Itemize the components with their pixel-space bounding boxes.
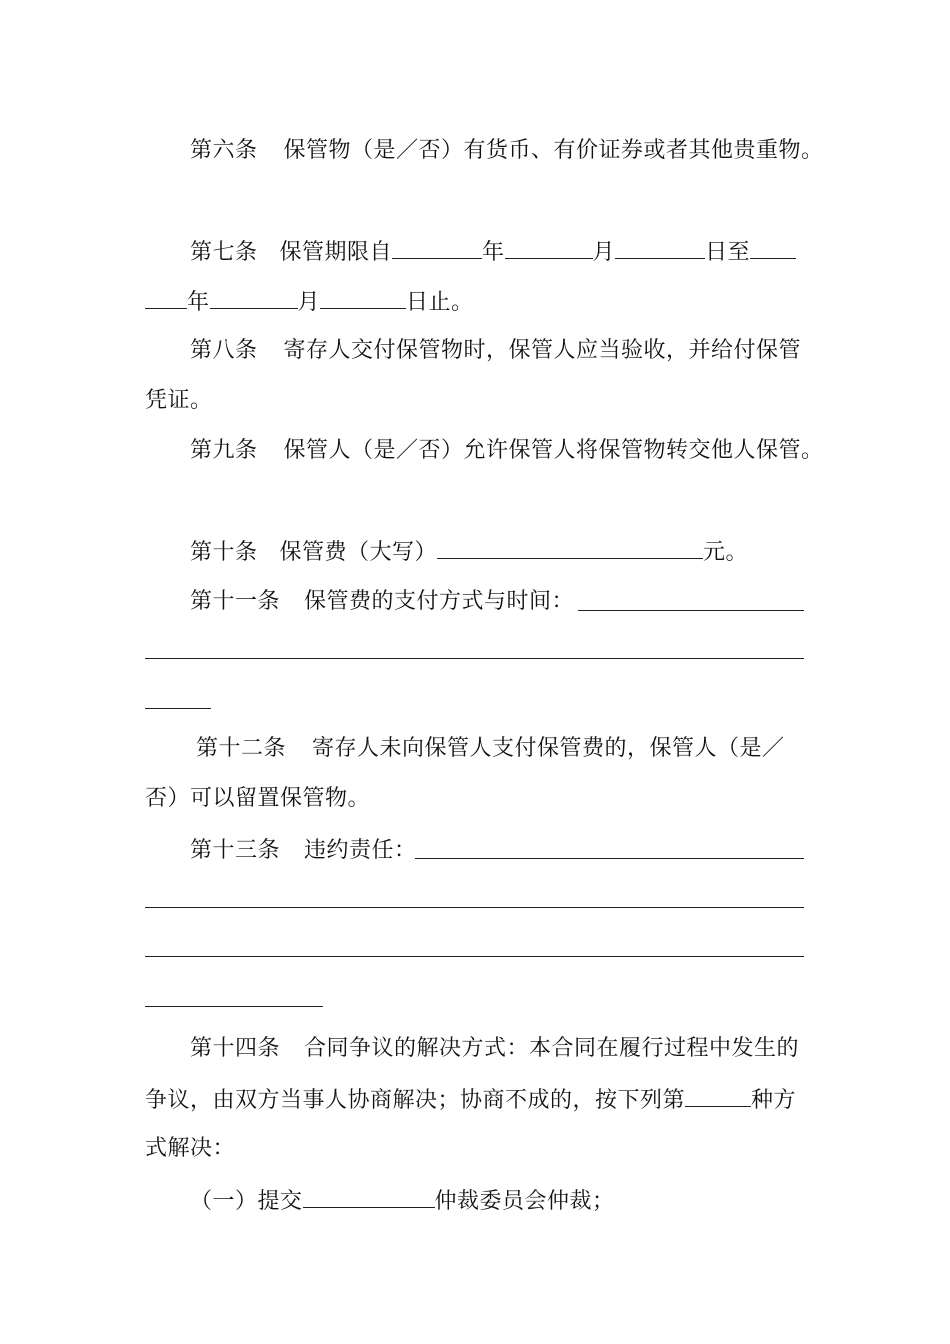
article-10-number: 第十条 [190,540,258,565]
article-11-text: 保管费的支付方式与时间： [304,589,575,614]
month-label-2: 月 [297,290,321,315]
article-10 [190,536,748,568]
month-label: 月 [592,240,616,265]
article-8-text: 寄存人交付保管物时，保管人应当验收，并给付保管 [283,338,802,363]
day-end-label: 日止。 [406,290,474,315]
blank-liability-3[interactable] [145,956,804,957]
article-9-text: 保管人（是／否）允许保管人将保管物转交他人保管。 [283,438,824,463]
yuan-label: 元。 [703,540,749,565]
blank-start-day[interactable] [615,236,705,259]
option-1 [190,1185,615,1217]
option-1-end: 仲裁委员会仲裁； [434,1189,615,1214]
blank-payment-method-3[interactable] [145,708,211,709]
blank-start-year[interactable] [392,236,482,259]
article-14 [190,1034,799,1064]
article-9 [190,436,824,466]
article-12-text: 寄存人未向保管人支付保管费的，保管人（是／ [312,736,785,761]
day-to-label: 日至 [705,240,751,265]
year-label: 年 [482,240,505,265]
article-7-line2 [145,286,474,318]
blank-payment-method-2[interactable] [145,658,804,659]
blank-fee-amount[interactable] [437,536,703,559]
article-12-text-cont: 否）可以留置保管物。 [145,786,371,811]
option-1-lead: （一）提交 [190,1189,303,1214]
article-6-number: 第六条 [190,138,258,163]
article-14-line3 [145,1134,235,1164]
article-14-text-end: 式解决： [145,1136,236,1161]
blank-start-month[interactable] [505,236,593,259]
blank-end-month[interactable] [210,286,298,309]
article-8-number: 第八条 [190,338,258,363]
blank-dispute-method[interactable] [685,1084,751,1107]
article-8 [190,336,801,366]
article-10-lead: 保管费（大写） [279,540,438,565]
article-13 [190,836,417,866]
article-13-number: 第十三条 [190,838,281,863]
blank-end-day[interactable] [320,286,406,309]
blank-payment-method-1[interactable] [578,610,804,611]
blank-liability-1[interactable] [415,858,804,859]
article-14-text: 合同争议的解决方式：本合同在履行过程中发生的 [304,1036,800,1061]
blank-end-year-part2[interactable] [145,286,187,309]
article-6 [190,136,824,166]
article-13-text: 违约责任： [304,838,417,863]
year-label-2: 年 [187,290,210,315]
article-14-text-cont: 争议，由双方当事人协商解决；协商不成的，按下列第 [145,1088,686,1113]
article-12 [196,734,785,764]
article-7-lead: 保管期限自 [279,240,393,265]
article-8-line2 [145,386,213,416]
article-8-text-cont: 凭证。 [145,388,213,413]
article-12-line2 [145,784,370,814]
article-7 [190,236,796,268]
article-11 [190,587,574,617]
article-14-text-method: 种方 [751,1088,797,1113]
article-14-number: 第十四条 [190,1036,281,1061]
article-9-number: 第九条 [190,438,258,463]
article-11-number: 第十一条 [190,589,281,614]
article-12-number: 第十二条 [196,736,287,761]
blank-end-year-part1[interactable] [750,236,796,259]
blank-liability-2[interactable] [145,907,804,908]
article-14-line2 [145,1084,796,1116]
blank-liability-4[interactable] [145,1006,323,1007]
article-6-text: 保管物（是／否）有货币、有价证券或者其他贵重物。 [283,138,824,163]
blank-arbitration-commission[interactable] [303,1185,435,1208]
article-7-number: 第七条 [190,240,258,265]
